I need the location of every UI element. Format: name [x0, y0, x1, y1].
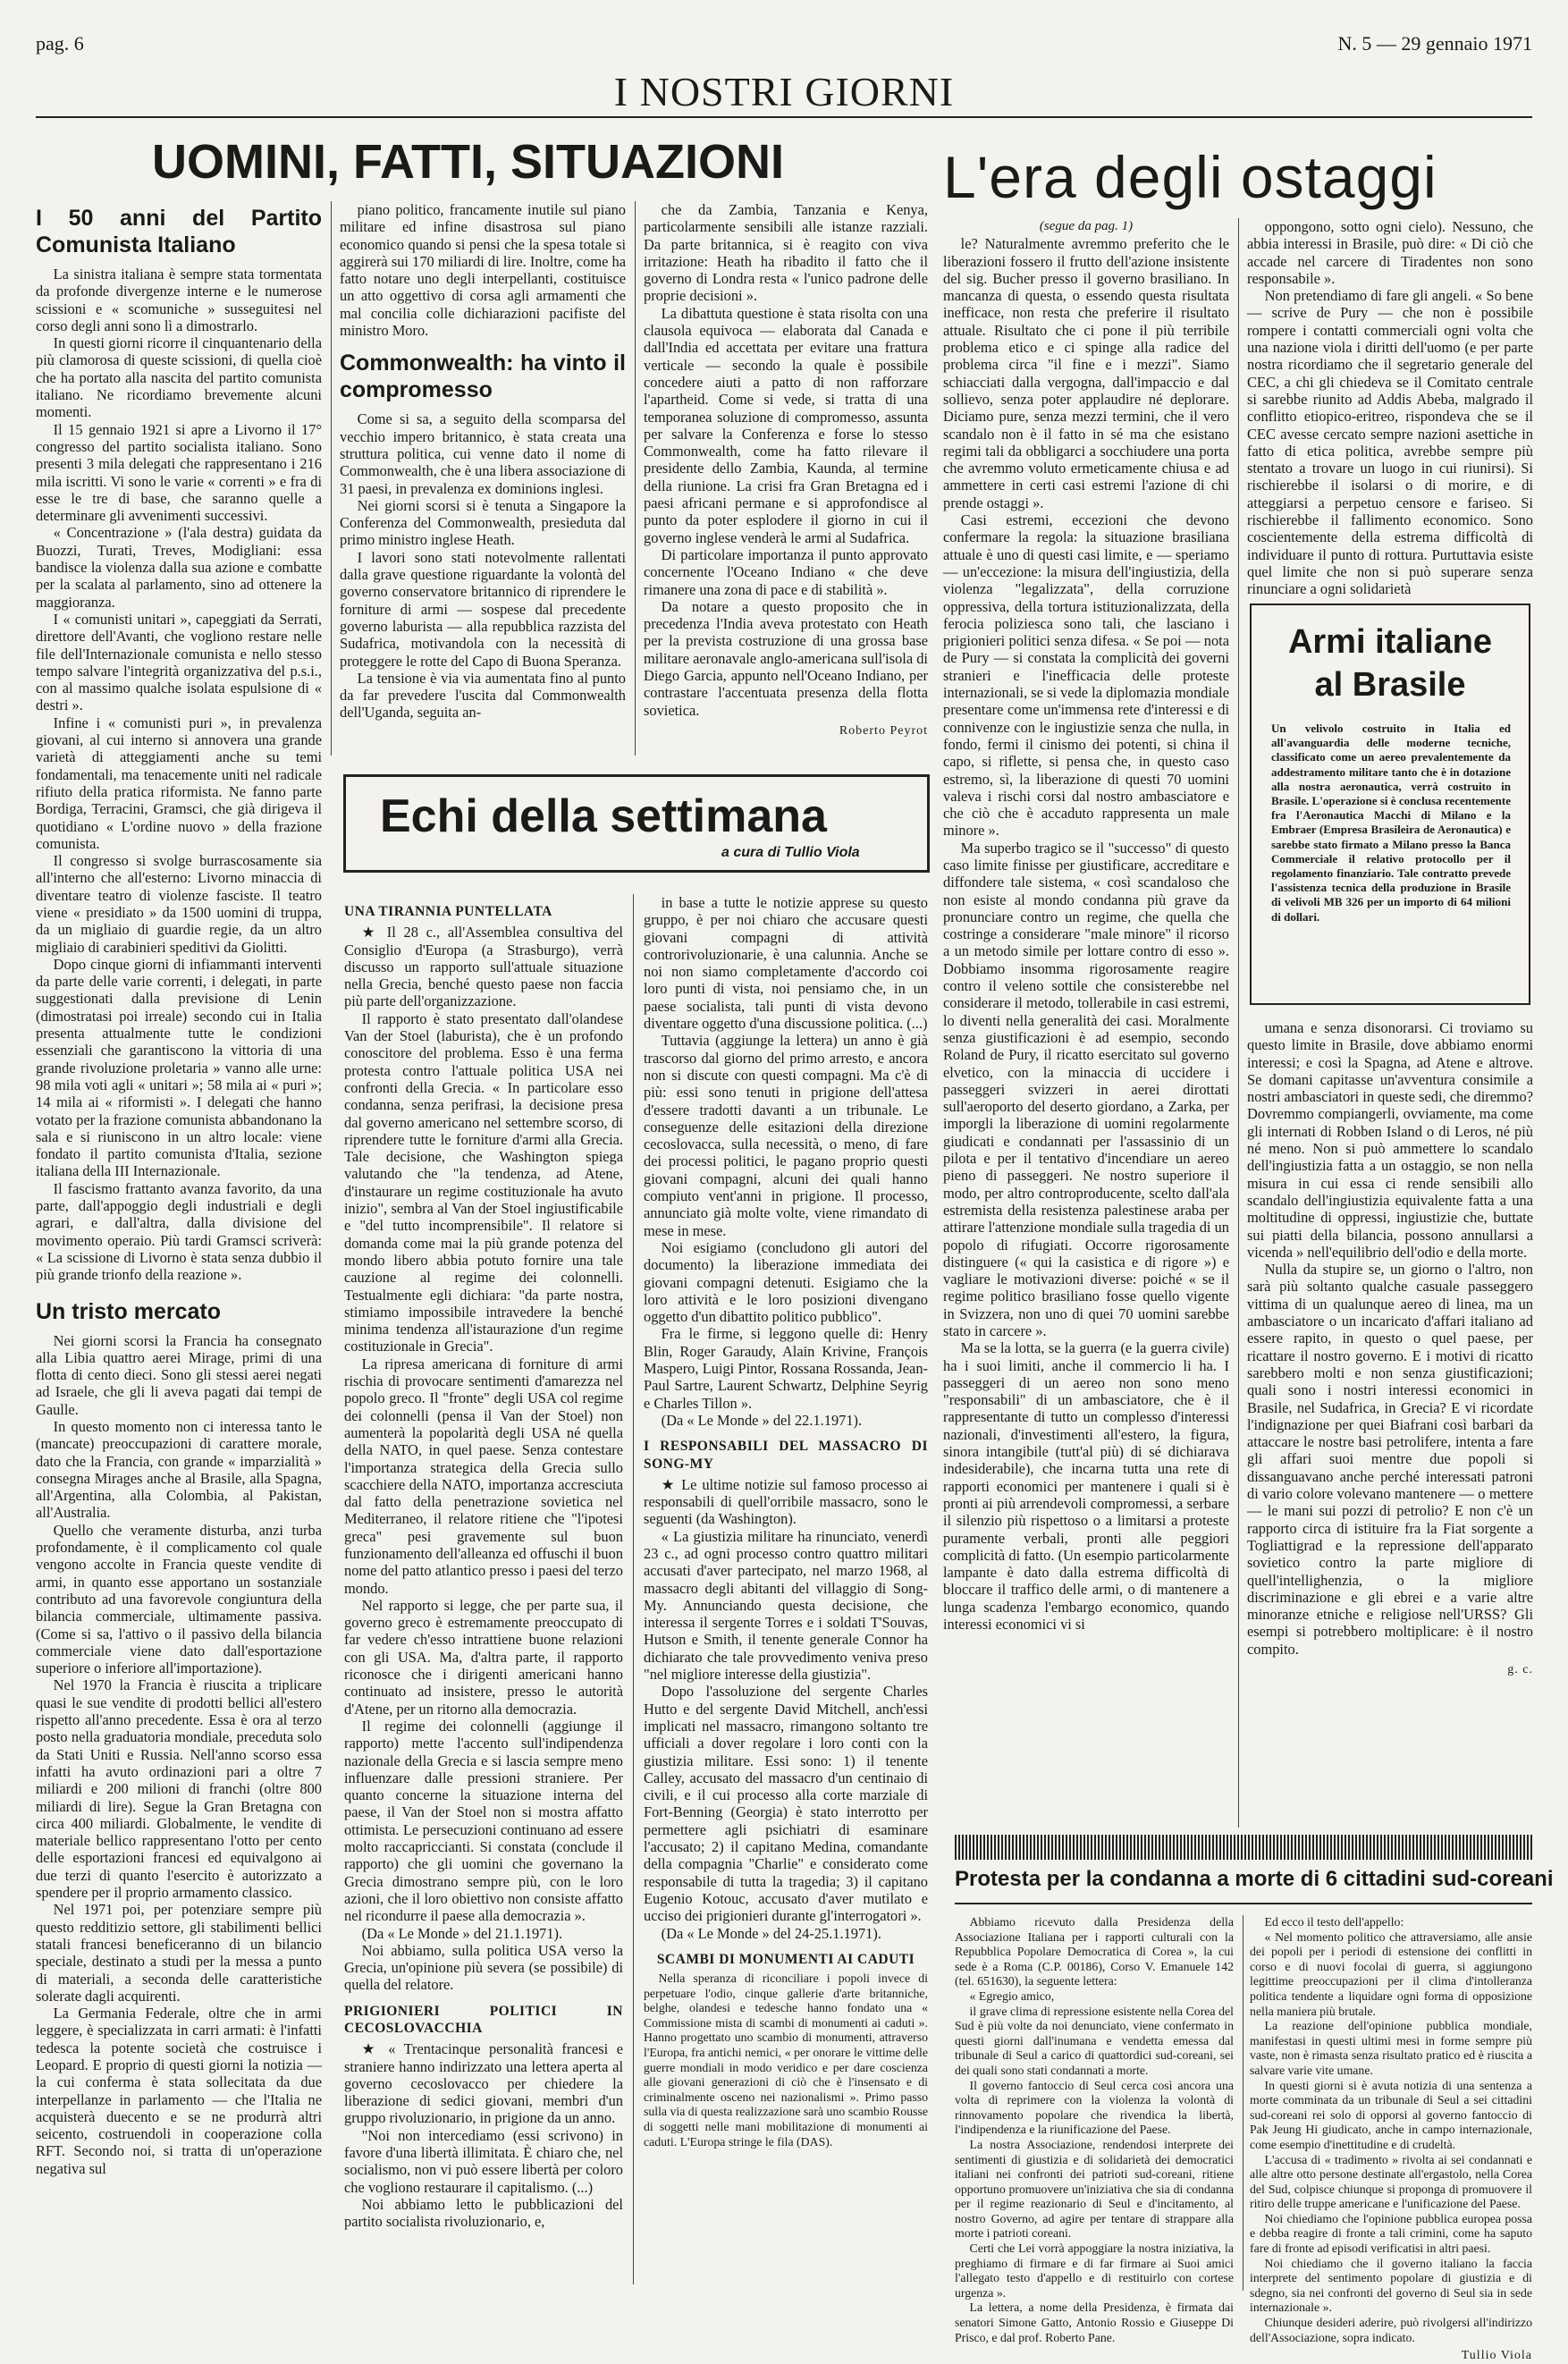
- paragraph: I « comunisti unitari », capeggiati da Serrati, direttore dell'Avanti, che vogliono restare nelle file dell'Internazionale comunista e nello stesso tempo salvare l'integrità organizzativa del p.s.i., con al massimo qualche isolata espulsione di « destri ».: [36, 610, 322, 714]
- paragraph: Di particolare importanza il punto approvato concernente l'Oceano Indiano « che deve rimanere una zona di pace e di stabilità ».: [644, 545, 928, 598]
- paragraph: Il fascismo frattanto avanza favorito, da una parte, dall'appoggio degli industriali e degli agrari, e dall'altra, dalla divisione del movimento operaio. Più tardi Gramsci scriverà: « La scissione di Livorno è stata senza dubbio il più grande trionfo della reazione ».: [36, 1179, 322, 1284]
- ostaggi-body-2b: [1247, 1019, 1533, 1658]
- paragraph: Nella speranza di riconciliare i popoli invece di perpetuare l'odio, cinque gallerie d'arte britanniche, belghe, olandesi e tedesche hanno fondato una « Commissione mista di scambi di monumenti ai caduti ». Hanno progettato uno scambio di monumenti, attraverso l'Europa, fra antichi nemici, « per onorare le vittime delle guerre mondiali in modo veridico e per dare coscienza alle giovani generazioni di ciò che è l'insensato e di criminalmente osceno nei nazionalismi ». Primo passo sulla via di questa realizzazione sarà uno scambio Rousse di soggetti nelle mani mobilitazione di monumenti ai caduti. L'Europa stringe le fila (DAS).: [644, 1971, 928, 2149]
- paragraph: La Germania Federale, oltre che in armi leggere, è specializzata in carri armati: è l'infatti tedesca la potente società che costruisce i Leopard. E proprio di questi giorni la notizia — la cui conferma è stata sollecitata da due interpellanze in parlamento — che l'Italia ne acquisterà duecento e se ne produrrà altri seicento, costruendoli in cooperazione colla RFT. Secondo noi, si tratta di un'operazione negativa sul: [36, 2005, 322, 2177]
- paragraph: Dopo cinque giorni di infiammanti interventi da parte delle varie correnti, i delegati, in parte suggestionati dalla previsione di Lenin (dimostratasi poi irreale) secondo cui in Italia presenta attualmente tutte le condizioni essenziali che garantiscono la vittoria di una grande rivoluzione proletaria » vanno alle urne: 98 mila voti agli « unitari »; 58 mila ai « puri »; 14 mila ai « riformisti ». I delegati che hanno votato per la frazione comunista abbandonano la sala e si riuniscono in un altro locale: viene fondato il partito comunista d'Italia, sezione italiana della III Internazionale.: [36, 955, 322, 1180]
- armi-title-2: al Brasile: [1314, 666, 1466, 704]
- protesta-column-1: [955, 1915, 1234, 2344]
- paragraph: il grave clima di repressione esistente nella Corea del Sud è più volte da noi denunciato, viene confermato in questi giorni dall'inumana e vendetta emessa dal tribunale di Seul a carico di quattordici sud-coreani, sei dei quali sono stati condannati a morte.: [955, 2004, 1234, 2077]
- paragraph: Ed ecco il testo dell'appello:: [1264, 1915, 1404, 1929]
- paragraph: Abbiamo ricevuto dalla Presidenza della Associazione Italiana per i rapporti culturali con la Repubblica Popolare Democratica di Corea », la cui sede è a Roma (C.P. 00186), Corso V. Emanuele 142 (tel. 651630), la seguente lettera:: [955, 1915, 1234, 1988]
- ostaggi-body-2: [1247, 218, 1533, 598]
- paragraph: Noi abbiamo, sulla politica USA verso la Grecia, un'opinione più severa (se possibile) di quella del relatore.: [344, 1941, 623, 1994]
- echi-title-prigionieri: PRIGIONIERI POLITICI IN CECOSLOVACCHIA: [344, 2003, 623, 2036]
- article-title-pci: I 50 anni del Partito Comunista Italiano: [36, 206, 322, 258]
- paragraph: oppongono, sotto ogni cielo). Nessuno, che abbia interessi in Brasile, può dire: « Di ciò che accade nel carcere di Tiradentes non sono responsabile ».: [1247, 218, 1533, 287]
- armi-text: Un velivolo costruito in Italia ed all'avanguardia delle moderne tecniche, classificato come un aereo prevalentemente da addestramento militare tanto che è in dotazione alla nostra aeronautica, verrà costruito in Brasile. L'operazione si è conclusa recentemente fra l'Aeronautica Macchi di Milano e la Embraer (Empresa Brasileira de Aeronautica) e sarebbe stato firmato a Milano presso la Banca Commerciale il relativo protocollo per il regolamento finanziario. Tale contratto prevede l'assistenza tecnica della produzione in Brasile di velivoli MB 326 per un importo di 64 milioni di dollari.: [1271, 722, 1511, 924]
- paragraph: Ma se la lotta, se la guerra (e la guerra civile) ha i suoi limiti, anche il commercio li ha. I passeggeri di un aereo non sono meno "responsabili" di un ambasciatore, che è il rappresentante di tutto un complesso d'interessi nazionali, d'investimenti all'estero, la figura, sinora intangibile (tutt'al più) di sé dichiarava indesiderabile), che incarna tutta una rete di rapporti economici per mantenere i quali si è pronti ai più arrendevoli compromessi, a serbare il silenzio più rispettoso o a limitarsi a proteste puramente verbali, pronti alle peggiori complicità di fatto. (Un esempio particolarmente lampante è dato dalla estrema difficoltà di bloccare il traffico delle armi, o di mantenere a lunga scadenza l'embargo economico, quando interessi economici vi si: [943, 1339, 1229, 1634]
- article-title-commonwealth: Commonwealth: ha vinto il compromesso: [340, 350, 626, 403]
- divider: [635, 201, 636, 756]
- divider: [331, 201, 332, 756]
- column-3: [644, 201, 928, 756]
- paragraph: che da Zambia, Tanzania e Kenya, particolarmente sensibili alle istanze razziali. Da parte britannica, si è reagito con viva irritazione: Heath ha ribadito il fatto che il governo di Londra resta « l'unico padrone delle proprie decisioni ».: [644, 201, 928, 305]
- ostaggi-column-2b: [1247, 1019, 1533, 1824]
- echi-body-songmy: [644, 1476, 928, 1942]
- banner-title: UOMINI, FATTI, SITUAZIONI: [152, 135, 784, 189]
- signature-viola: Tullio Viola: [1461, 2349, 1532, 2363]
- echi-body-prigionieri-2: [644, 894, 928, 1429]
- paragraph: (Da « Le Monde » del 21.1.1971).: [361, 1924, 563, 1942]
- echi-column-1: [344, 894, 623, 2284]
- paragraph: ★ Le ultime notizie sul famoso processo ai responsabili di quell'orribile massacro, sono le seguenti (da Washington).: [644, 1475, 928, 1528]
- ostaggi-body-1: [943, 235, 1229, 1633]
- paragraph: Ma superbo tragico se il "successo" di questo caso limite finisse per giustificare, accreditare e diffondere tale sistema, « così scandaloso che non esiste al mondo condanna più grave da pronunciare contro un regime, che quella che costringe a considerare "male minore" il ricorso a un metodo simile per lottare contro di esso ». Dobbiamo insomma rigorosamente reagire contro il veleno sottile che consisterebbe nel considerare il metodo, tollerabile in casi estremi, lo diventi nella generalità dei casi. Moralmente senza giustificazioni è ad esempio, secondo Roland de Pury, il ricatto esercitato sul governo elvetico, con la minaccia di uccidere i passeggeri svizzeri in aerei dirottati sull'aeroporto del deserto giordano, a Zarka, per imporgli la liberazione di uomini regolarmente giudicati e condannati per l'assassinio di un pilota e per il tentativo d'incendiare un aereo pieno di passeggeri. Ne nostro superiore il modo, per altro controproducente, scelto dall'ala estremista della resistenza palestinese araba per attirare l'attenzione mondiale sulla tragedia di un popolo di rifugiati. Occorre rigorosamente distinguere (« qui la casistica e di rigore ») e vagliare le motivazioni diverse: poiché « se il regime politico brasiliano fosse quello vigente in Svizzera, non uno di quei 70 uomini sarebbe stato in carcere ».: [943, 839, 1229, 1339]
- paragraph: Noi esigiamo (concludono gli autori del documento) la liberazione immediata dei giovani compagni detenuti. Esigiamo che la loro attività e le loro posizioni divengano oggetto d'un dibattito politico pubblico".: [644, 1238, 928, 1326]
- armi-box: [1250, 604, 1530, 1005]
- echi-title-box: [343, 774, 930, 873]
- paragraph: Dopo l'assoluzione del sergente Charles Hutto e del sergente David Mitchell, anch'essi implicati nel massacro, rimangono soltanto tre ufficiali a dover regolare i loro conti con la giustizia militare. Essi sono: 1) il tenente Calley, accusato del massacro d'un centinaio di civili, e il cui processo alla corte marziale di Fort-Benning (Georgia) è stato interrotto per permettere agli psichiatri di esaminare l'accusato; 2) il capitano Medina, comandante della compagnia "Charlie" e considerato come responsabile di tutta la tragedia; 3) il capitano Eugenio Kotouc, accusato d'aver mutilato e ucciso dei prigionieri durante gl'interrogatori ».: [644, 1683, 928, 1925]
- paragraph: « Egregio amico,: [969, 1988, 1055, 2003]
- protesta-rule: [955, 1903, 1532, 1904]
- paragraph: In questi giorni si è avuta notizia di una sentenza a morte comminata da un tribunale di Seul a sei cittadini sud-coreani rei solo di opporsi al governo fantoccio di Pak Jeung Hi giudicato, anche in campo internazionale, come esempio d'inettitudine e di crudeltà.: [1250, 2078, 1532, 2151]
- paragraph: Il 15 gennaio 1921 si apre a Livorno il 17° congresso del partito socialista italiano. Sono presenti 3 mila delegati che rappresentano i 216 mila iscritti. Vi sono le varie « correnti » e fra di esse le tre di base, che saranno quelle a determinare gli avvenimenti successivi.: [36, 420, 322, 525]
- paragraph: La lettera, a nome della Presidenza, è firmata dai senatori Simone Gatto, Antonio Rossio e Giuseppe Di Prisco, e dal prof. Roberto Pane.: [955, 2301, 1234, 2344]
- paragraph: La ripresa americana di forniture di armi rischia di provocare sentimenti d'amarezza nel popolo greco. Il "fronte" degli USA col regime dei colonnelli (pensa il Van der Stoel) non aumenterà la popolarità degli USA né quella della NATO, in quel paese. Senza contestare l'importanza strategica della Grecia sullo scacchiere della NATO, importanza accresciuta dal fatto della penetrazione sovietica nel Mediterraneo, il relatore ritiene che "l'ipotesi greca" pesi gravemente sul buon funzionamento dell'alleanza ed offuschi il buon nome del patto atlantico presso i paesi del terzo mondo.: [344, 1355, 623, 1597]
- echi-title-monumenti: SCAMBI DI MONUMENTI AI CADUTI: [656, 1951, 915, 1967]
- paragraph: Certi che Lei vorrà appoggiare la nostra iniziativa, la preghiamo di firmare e di far firmare ai Suoi amici l'allegato testo d'appello e di restituirlo con cortese urgenza ».: [955, 2242, 1234, 2300]
- article-body-commonwealth-2: [644, 201, 928, 719]
- protesta-title: Protesta per la condanna a morte di 6 cittadini sud-coreani: [955, 1867, 1554, 1891]
- echi-column-2: [644, 894, 928, 2284]
- paragraph: I lavori sono stati notevolmente rallentati dalla grave questione riguardante la volontà del governo conservatore britannico di riprendere le forniture di armi — sospese dal precedente governo laburista — alla repubblica razzista del Sudafrica, motivandola con la necessità di proteggere le rotte del Capo di Buona Speranza.: [340, 548, 626, 670]
- article-body-pci: [36, 266, 322, 1284]
- paragraph: Noi abbiamo letto le pubblicazioni del partito socialista rivoluzionario, e,: [344, 2195, 623, 2231]
- paragraph: ★ « Trentacinque personalità francesi e straniere hanno indirizzato una lettera aperta al governo cecoslovacco per chiedere la liberazione di sedici giovani, membri d'un gruppo rivoluzionario, in prigione da un anno.: [344, 2040, 623, 2127]
- paragraph: Il congresso si svolge burrascosamente sia all'interno che all'esterno: Livorno minaccia di diventare teatro di violenze fasciste. Il teatro viene « presidiato » da 1500 uomini di truppa, da un migliaio di guardie regie, da un altro migliaio di carabinieri speditivi da Giolitti.: [36, 852, 322, 956]
- ostaggi-title: L'era degli ostaggi: [943, 144, 1437, 210]
- paragraph: Il regime dei colonnelli (aggiunge il rapporto) mette l'accento sull'indipendenza nazionale della Grecia e si lascia sempre meno influenzare dalle pressioni straniere. Per quanto concerne la situazione interna del paese, il Van der Stoel non si mostra affatto ottimista. Le persecuzioni continuano ad essere molto raccapriccianti. Si constata (conclude il rapporto) che gli uomini che governano la Grecia dimostrano sempre più, con le loro azioni, che il loro obiettivo non consiste affatto nel ricondurre il paese alla democrazia ».: [344, 1717, 623, 1925]
- echi-body-tirannia: [344, 924, 623, 1993]
- paragraph: Quello che veramente disturba, anzi turba profondamente, è il complicamento col quale vengono accolte in Francia queste vendite di armi, in quanto esse apportano un sostanziale contributo ad una favorevole congiuntura della bilancia commerciale, ultimamente passiva. (Come si sa, l'attivo o il passivo della bilancia commerciale viene dato dall'esportazione superiore o inferiore all'importazione).: [36, 1521, 322, 1677]
- section-title: I NOSTRI GIORNI: [613, 69, 955, 114]
- paragraph: Non pretendiamo di fare gli angeli. « So bene — scrive de Pury — che non è possibile rompere i contatti commerciali ogni volta che una nazione viola i diritti dell'uomo (e per parte nostra ricordiamo che il segretario generale del CEC, a chi gli chiedeva se il Comitato centrale si sarebbe riunito ad Addis Abeba, malgrado il conflitto etiopico-eritreo, rispondeva che se il CEC avesse cercato sempre nazioni asettiche in fatto di etica politica, avrebbe sempre più stentato a trovare un luogo in cui riunirsi). Si rischierebbe il isolarsi o di morire, e di atteggiarsi a perpetuo censore e fariseo. Si rischierebbe il fallimento economico. Sono coscientemente della estrema difficoltà di individuare il punto di rottura. Purtuttavia esiste quel limite che non si può superare senza rinunciare a ogni solidarietà: [1247, 287, 1533, 598]
- paragraph: "Noi non intercediamo (essi scrivono) in favore d'una libertà illimitata. È chiaro che, nel socialismo, non vi può essere libertà per coloro che vogliono restaurare il capitalismo. (...): [344, 2126, 623, 2196]
- paragraph: Nei giorni scorsi si è tenuta a Singapore la Conferenza del Commonwealth, presieduta dal primo ministro inglese Heath.: [340, 496, 626, 549]
- paragraph: In questi giorni ricorre il cinquantenario della più clamorosa di queste scissioni, di quella cioè che ha portato alla nascita del partito comunista italiano. Ne ricordiamo brevemente alcuni momenti.: [36, 334, 322, 421]
- paragraph: La nostra Associazione, rendendosi interprete dei sentimenti di giustizia e di solidarietà dei democratici italiani nei confronti dei patrioti sud-coreani, ritiene opportuno promuovere un'iniziativa che sia di condanna per il regime reazionario di Seul e d'incitamento, al nostro Governo, ad agire per tentare di strappare alla morte i patrioti coreani.: [955, 2137, 1234, 2241]
- echi-byline: a cura di Tullio Viola: [721, 845, 860, 860]
- paragraph: Noi chiediamo che l'opinione pubblica europea possa e debba reagire di fronte a tali crimini, come ha saputo fare di fronte ad episodi verificatisi in altri paesi.: [1250, 2211, 1532, 2256]
- paragraph: Chiunque desideri aderire, può rivolgersi all'indirizzo dell'Associazione, sopra indicato.: [1250, 2316, 1532, 2344]
- echi-body-monumenti: [644, 1971, 928, 2149]
- paragraph: Casi estremi, eccezioni che devono confermare la regola: la situazione brasiliana attuale è uno di questi casi limite, e — speriamo — un'eccezione: la misura dell'ingiustizia, della violenza "legalizzata", della corruzione oppressiva, della tortura istituzionalizzata, della ferocia poliziesca sono tali, che lasciano i prigionieri politici senza difesa. « Se poi — nota de Pury — si constata la complicità dei governi stranieri e l'inefficacia delle proteste internazionali, se si vede la diplomazia mondiale presentare come un'immensa rete d'interessi e di connivenze con le ingiustizie senza che nulla, in fondo, fermi il cinismo dei potenti, si china il capo, si riflette, si pensa che, in questo caso estremo, sì, la liberazione di questi 70 uomini valeva i rischi corsi dal nostro ambasciatore e che ciò che è accaduto rappresenta un male minore ».: [943, 511, 1229, 840]
- article-title-mercato: Un tristo mercato: [36, 1298, 221, 1324]
- echi-title-songmy: I RESPONSABILI DEL MASSACRO DI SONG-MY: [644, 1439, 928, 1472]
- column-1: [36, 201, 322, 2284]
- paragraph: « Nel momento politico che attraversiamo, alle ansie dei popoli per i periodi di estensione dei conflitti in corso e di nuovi focolai di guerra, si aggiungono legittime preoccupazioni per il clima d'intolleranza politica tendente a liquidare ogni forma di opposizione nella maniera più brutale.: [1250, 1929, 1532, 2018]
- issue-date: N. 5 — 29 gennaio 1971: [1337, 32, 1532, 55]
- paragraph: Il rapporto è stato presentato dall'olandese Van der Stoel (laburista), che è un profondo conoscitore del problema. Esso è una ferma protesta contro l'attuale politica USA nei confronti della Grecia. « In particolare esso condanna, senza perifrasi, la decisione presa dal governo americano nel settembre scorso, di riprendere tutte le forniture d'armi alla Grecia. Tale decisione, che Washington spiega valutando che "la tendenza, ad Atene, d'instaurare un regime costituzionale ha avuto inizio", sembra al Van der Stoel ingiustificabile e "del tutto incomprensibile". Il relatore si domanda come mai la più grande potenza del mondo libero abbia potuto fornire una tale cauzione al regime dei colonnelli. Testualmente egli dichiara: "da parte nostra, stimiamo impossibile intravedere la benché minima tendenza all'istaurazione d'un regime costituzionale in Grecia".: [344, 1009, 623, 1355]
- paragraph: Nel rapporto si legge, che per parte sua, il governo greco è estremamente preoccupato di far vedere ch'esso intrattiene buone relazioni con gli USA. Ma, d'altra parte, il rapporto riconosce che i dirigenti americani hanno continuato ad insistere, presso le autorità d'Atene, per un ritorno alla democrazia.: [344, 1596, 623, 1718]
- divider: [1238, 218, 1239, 1828]
- continued-note: (segue da pag. 1): [1039, 219, 1134, 233]
- header-rule: [36, 116, 1532, 118]
- signature-peyrot: Roberto Peyrot: [839, 723, 928, 738]
- paragraph: Il governo fantoccio di Seul cerca così ancora una volta di reprimere con la violenza la volontà di rinnovamento popolare che rivendica la libertà, l'indipendenza e la riunificazione del Paese.: [955, 2078, 1234, 2137]
- ostaggi-column-1: [943, 218, 1229, 1828]
- echi-body-prigionieri: [344, 2040, 623, 2230]
- paragraph: La dibattuta questione è stata risolta con una clausola equivoca — elaborata dal Canada e dall'India ed accettata per evitare una frattura verticale — secondo la quale è possibile concedere aiuti a patto di non rafforzare l'apartheid. Come si vede, si tratta di una temporanea soluzione di compromesso, assunta per salvare la Conferenza e forse lo stesso Commonwealth, come ha fatto rilevare il presidente dello Zambia, Kaunda, al termine della riunione. La crisi fra Gran Bretagna ed i paesi africani permane e si approfondisce al punto da poter esplodere il giorno in cui il governo inglese venderà le armi al Sudafrica.: [644, 304, 928, 546]
- paragraph: le? Naturalmente avremmo preferito che le liberazioni fossero il frutto dell'azione insistente del sig. Bucher presso il governo brasiliano. In mancanza di questa, o essendo questa risultata inefficace, non resta che preferire il risultato attuale. Risultato che ci pone il più terribile problema etico e ci spinge alla radice del problema circa "il fine e i mezzi". Siamo schiacciati dalla vergogna, dall'impaccio e dal sollievo, senza poter applaudire né deplorare. Diciamo pure, senza mezzi termini, che il vero scandalo non è il fatto in sé ma che esistano regimi tali da obbligarci a socchiudere una porta che avremmo voluto ermeticamente chiusa e ad ammettere in certi casi estremi l'azione di chi prende ostaggi ».: [943, 235, 1229, 511]
- paragraph: Come si sa, a seguito della scomparsa del vecchio impero britannico, è stata creata una struttura politica, cui venne dato il nome di Commonwealth, che è una libera associazione di 31 paesi, in prevalenza ex dominions inglesi.: [340, 410, 626, 497]
- paragraph: « Concentrazione » (l'ala destra) guidata da Buozzi, Turati, Treves, Modigliani: essa bandisce la violenza dalla sua azione e combatte per la scalata al parlamento, sino ad ottenere la maggioranza.: [36, 524, 322, 611]
- paragraph: in base a tutte le notizie apprese su questo gruppo, è per noi chiaro che accusare questi giovani compagni di attività controrivoluzionarie, è una calunnia. Anche se noi non siamo completamente d'accordo coi loro punti di vista, noi pensiamo che, in un paese socialista, tali punti di vista devono diventare oggetto d'una discussione politica. (...): [644, 894, 928, 1033]
- paragraph: Nel 1970 la Francia è riuscita a triplicare quasi le sue vendite di prodotti bellici all'estero rispetto all'anno precedente. Essa è ora al terzo posto nella graduatoria mondiale, preceduta solo da Stati Uniti e Russia. Nell'anno scorso essa infatti ha avuto ordinazioni pari a oltre 7 miliardi e 200 milioni di franchi (oltre 800 miliardi di lire). Segue la Gran Bretagna con circa 400 miliardi. Globalmente, le vendite di materiale bellico rappresentano l'otto per cento delle esportazioni francesi ed equivalgono ai due terzi di quanto l'esercito è autorizzato a spendere per il proprio armamento classico.: [36, 1676, 322, 1902]
- paragraph: « La giustizia militare ha rinunciato, venerdì 23 c., ad ogni processo contro quattro militari accusati d'aver partecipato, nel marzo 1968, al massacro degli abitanti del villaggio di Song-My. Annunciando questa decisione, che interessa il sergente Torres e i soldati T'Souvas, Hutson e Smith, il tenente generale Connor ha dichiarato che tale provvedimento veniva preso "nel migliore interesse della giustizia".: [644, 1527, 928, 1684]
- paragraph: Infine i « comunisti puri », in prevalenza giovani, al cui interno si annovera una grande varietà di atteggiamenti anche su temi fondamentali, ma tenacemente uniti nel radicale rifiuto della pratica riformista. Ne fanno parte Bordiga, Terracini, Gramsci, che già dirigeva il quotidiano « L'ordine nuovo » della frazione comunista.: [36, 713, 322, 852]
- echi-title: Echi della settimana: [380, 790, 827, 842]
- paragraph: La sinistra italiana è sempre stata tormentata da profonde divergenze interne e le numerose scissioni e « scomuniche » susseguitesi nel corso degli anni sono lì a dimostrarlo.: [36, 266, 322, 334]
- paragraph: (Da « Le Monde » del 24-25.1.1971).: [661, 1924, 881, 1942]
- paragraph: La reazione dell'opinione pubblica mondiale, manifestasi in questi ultimi mesi in forme sempre più vaste, non è rimasta senza risultato pratico ed è riuscita a salvare varie vite umane.: [1250, 2019, 1532, 2077]
- paragraph: Noi chiediamo che il governo italiano la faccia interprete del sentimento popolare di giustizia e di sdegno, sia nei confronti del governo di Seul sia in sede internazionale ».: [1250, 2256, 1532, 2315]
- paragraph: L'accusa di « tradimento » rivolta ai sei condannati e alle altre otto persone destinate all'ergastolo, nella Corea del Sud, colpisce chiunque si proponga di promuovere il ritiro delle truppe americane e l'unificazione del Paese.: [1250, 2152, 1532, 2211]
- paragraph: ★ Il 28 c., all'Assemblea consultiva del Consiglio d'Europa (a Strasburgo), verrà discusso un rapporto sull'attuale situazione nella Grecia, benché questo paese non faccia più parte dell'organizzazione.: [344, 924, 623, 1010]
- paragraph: piano politico, francamente inutile sul piano militare ed infine disastrosa sul piano economico quando si pensi che la spesa totale si aggirerà sui 170 miliardi di lire. Inoltre, come ha fatto notare uno degli interpellanti, costituisce un atto oggettivo di corsa agli armamenti che mal concilia colle dichiarazioni pacifiste del ministro Moro.: [340, 201, 626, 340]
- protesta-column-2: [1250, 1915, 1532, 2363]
- paragraph: Nei giorni scorsi la Francia ha consegnato alla Libia quattro aerei Mirage, primi di una flotta di cento dieci. Sono gli stessi aerei negati ad Israele, che gli li aveva pagati dai tempi de Gaulle.: [36, 1331, 322, 1418]
- column-2: [340, 201, 626, 756]
- paragraph: Nulla da stupire se, un giorno o l'altro, non sarà più soltanto qualche casuale passeggero vittima di un qualunque aereo di linea, ma un ambasciatore o un incaricato d'affari italiano ad essere rapito, in questo o quel paese, per ricattare il nostro governo. E i motivi di ricatto sarebbero molti e non senza giustificazioni; quali sono i nostri interessi economici in Brasile, nel Sudafrica, in Grecia? E vi ricordate l'indignazione per quei Biafrani così barbari da attaccare le nostre basi petrolifere, intenta a fare gli affari suoi mentre due popoli si dissanguavano anche perché interessati patroni di vario colore volevano mantenere — o mettere — le mani sui pozzi di petrolio? E non c'è un rapporto circa di istituire fra la Fiat sorgente a Togliattigrad e la repressione dell'apparato sovietico contro la parte migliore di quell'intellighenzia, o la migliore discriminazione e gli ebrei e a varie altre minoranze etniche e religiose nell'URSS? Gli esempi si potrebbero moltiplicare: è il nostro compito.: [1247, 1261, 1533, 1658]
- paragraph: Fra le firme, si leggono quelle di: Henry Blin, Roger Garaudy, Alain Krivine, François Maspero, Luigi Pintor, Rossana Rossanda, Jean-Paul Sartre, Laurent Schwartz, Delphine Seyrig e Charles Tillon ».: [644, 1325, 928, 1412]
- paragraph: Da notare a questo proposito che in precedenza l'India aveva protestato con Heath per la prevista costruzione di una grossa base militare aeronavale anglo-americana sull'isola di Diego Garcia, appunto nell'Oceano Indiano, per contrastare l'accentuata presenza della flotta sovietica.: [644, 597, 928, 719]
- paragraph: Tuttavia (aggiunge la lettera) un anno è già trascorso dal giorno del primo arresto, e ancora non si discute con questi compagni. Ma c'è di più: essi sono tenuti in prigione dell'attesa d'essere tradotti davanti a un tribunale. Le conseguenze delle esitazioni della direzione cecoslovacca, sulla necessità, o meno, di fare dei processi politici, le pagano proprio questi giovani compagni, alcuni dei quali hanno compiuto vent'anni in prigione. Il processo, annunciato già molte volte, viene rimandato di mese in mese.: [644, 1032, 928, 1239]
- paragraph: In questo momento non ci interessa tanto le (mancate) preoccupazioni di carattere morale, dato che la Francia, con grande « imparzialità » consegna Mirages anche al Brasile, alla Spagna, all'Argentina, alla Colombia, al Pakistan, all'Australia.: [36, 1418, 322, 1522]
- ostaggi-column-2: [1247, 218, 1533, 598]
- paragraph: Nel 1971 poi, per potenziare sempre più questo redditizio settore, gli stabilimenti bellici statali francesi beneficeranno di un bilancio speciale, destinato a studi per la messa a punto di materiali, a seconda delle caratteristiche solerate dagli acquirenti.: [36, 1901, 322, 2005]
- paragraph: (Da « Le Monde » del 22.1.1971).: [661, 1411, 863, 1429]
- article-body-continued: [340, 201, 626, 339]
- article-body-commonwealth: [340, 410, 626, 721]
- echi-title-tirannia: UNA TIRANNIA PUNTELLATA: [344, 904, 552, 919]
- paragraph: La tensione è via via aumentata fino al punto da far prevedere l'uscita dal Commonwealth dell'Uganda, seguita an-: [340, 669, 626, 722]
- article-body-mercato: [36, 1332, 322, 2178]
- signature-gc: g. c.: [1507, 1662, 1533, 1676]
- paragraph: umana e senza disonorarsi. Ci troviamo su questo limite in Brasile, dove abbiamo enormi interessi; e così la Spagna, ad Atene e altrove. Se domani capitasse un'avventura consimile a nostri ambasciatori in queste sedi, che diremmo? Dovremmo compiangerli, ovviamente, ma come gli internati di Robben Island o di Leros, né più né meno. Non si può ammettere lo scandalo dell'ingiustizia fatta a un ostaggio, se non nella misura in cui essa ci rende sensibili allo scandalo dell'ingiustizia equivalente fatta a una moltitudine di oppressi, ingiustizie che, buttate sui piatti della bilancia, possono annullarsi a vicenda » nell'equilibrio dell'odio e della morte.: [1247, 1019, 1533, 1261]
- armi-title-1: Armi italiane: [1287, 623, 1493, 661]
- page-number: pag. 6: [36, 32, 84, 55]
- decorative-stripe: [955, 1835, 1532, 1860]
- divider: [633, 894, 634, 2284]
